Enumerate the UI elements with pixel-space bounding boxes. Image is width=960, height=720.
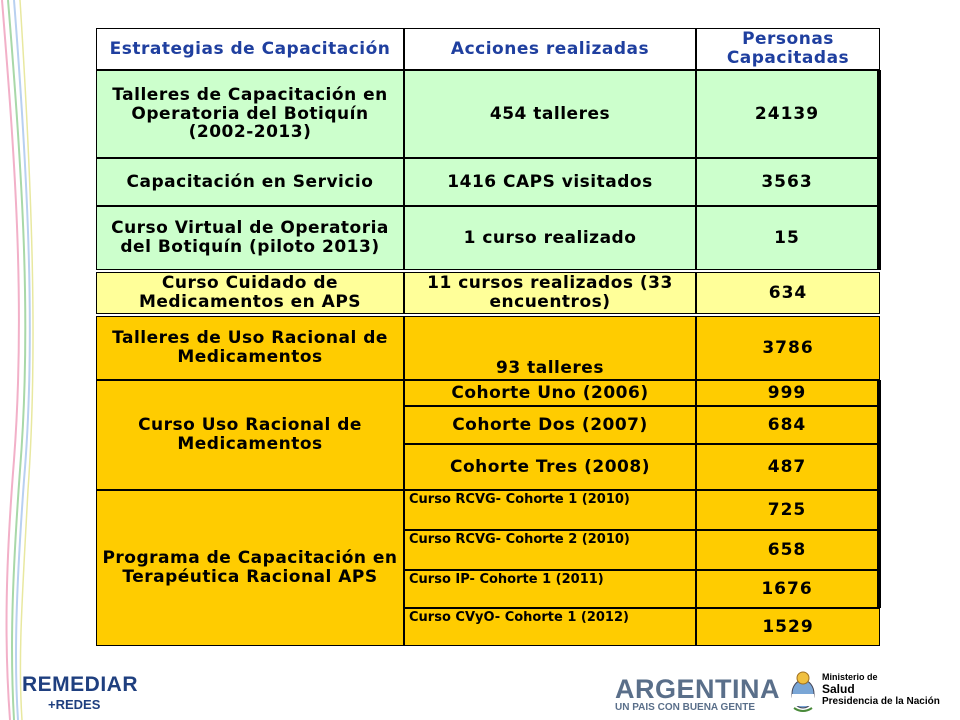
people-cell: 1529: [696, 608, 880, 646]
people-cell: 3786: [696, 316, 880, 380]
strategy-cell: Curso Virtual de Operatoria del Botiquín (piloto 2013): [96, 206, 404, 270]
action-cell: Curso IP- Cohorte 1 (2011): [404, 570, 696, 608]
strategy-cell: Talleres de Capacitación en Operatoria del Botiquín (2002-2013): [96, 70, 404, 158]
action-cell: Cohorte Tres (2008): [404, 444, 696, 490]
header-strategy: Estrategias de Capacitación: [96, 28, 404, 70]
people-cell: 24139: [696, 70, 878, 158]
people-cell: 15: [696, 206, 878, 270]
action-cell: 454 talleres: [404, 70, 696, 158]
action-cell: 11 cursos realizados (33 encuentros): [404, 272, 696, 314]
people-cell: 634: [696, 272, 880, 314]
action-cell: Curso RCVG- Cohorte 2 (2010): [404, 530, 696, 570]
people-cell: 487: [696, 444, 878, 490]
strategy-cell: Curso Cuidado de Medicamentos en APS: [96, 272, 404, 314]
action-cell: Cohorte Dos (2007): [404, 406, 696, 444]
ministerio-salud-logo: Ministerio de Salud Presidencia de la Nación: [822, 672, 940, 707]
table-shadow: [878, 380, 881, 608]
header-people: Personas Capacitadas: [696, 28, 880, 70]
header-actions: Acciones realizadas: [404, 28, 696, 70]
action-cell: 93 talleres: [404, 316, 696, 380]
action-cell: 1 curso realizado: [404, 206, 696, 270]
people-cell: 684: [696, 406, 878, 444]
table-shadow: [878, 70, 881, 270]
decorative-waves: [0, 0, 40, 720]
people-cell: 1676: [696, 570, 878, 608]
strategy-cell: Capacitación en Servicio: [96, 158, 404, 206]
strategy-cell: Programa de Capacitación en Terapéutica Racional APS: [96, 490, 404, 646]
action-cell: 1416 CAPS visitados: [404, 158, 696, 206]
people-cell: 725: [696, 490, 878, 530]
people-cell: 999: [696, 380, 878, 406]
argentina-logo: ARGENTINA UN PAIS CON BUENA GENTE: [615, 674, 780, 713]
action-cell: Curso RCVG- Cohorte 1 (2010): [404, 490, 696, 530]
action-cell: Curso CVyO- Cohorte 1 (2012): [404, 608, 696, 646]
strategy-cell: Talleres de Uso Racional de Medicamentos: [96, 316, 404, 380]
remediar-logo: REMEDIAR +REDES: [22, 673, 139, 712]
strategy-cell: Curso Uso Racional de Medicamentos: [96, 380, 404, 490]
people-cell: 3563: [696, 158, 878, 206]
coat-of-arms-icon: [790, 670, 816, 714]
people-cell: 658: [696, 530, 878, 570]
action-cell: Cohorte Uno (2006): [404, 380, 696, 406]
